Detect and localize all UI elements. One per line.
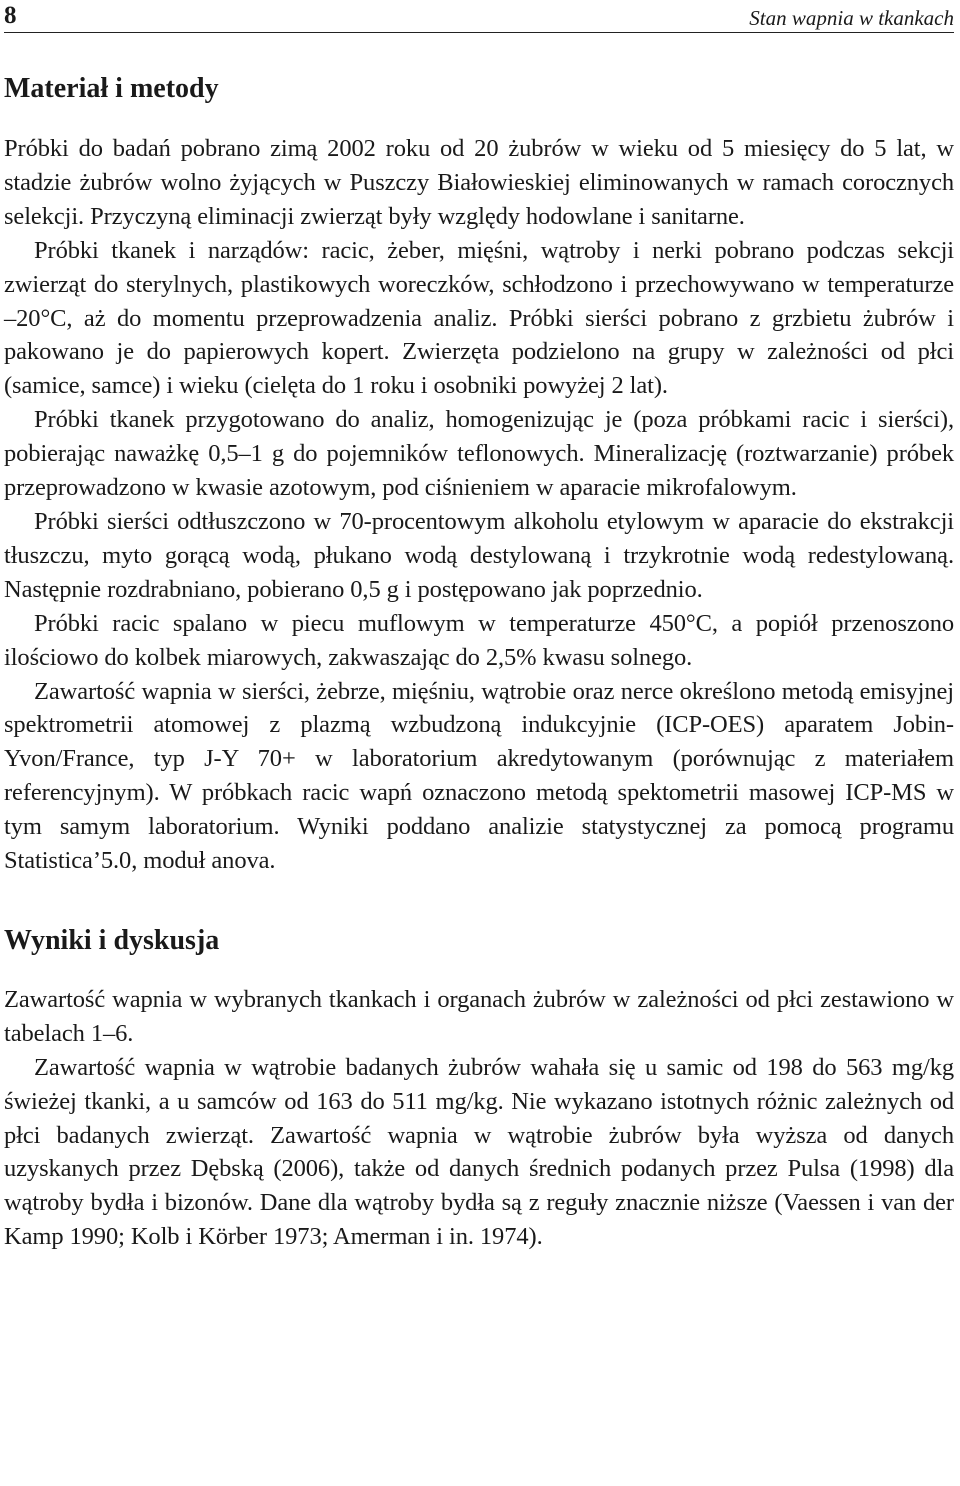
paragraph: Próbki tkanek przygotowano do analiz, homogenizując je (poza próbkami racic i sierści), pobierając naważkę 0,5–1 g do pojemników teflonowych. Mineralizację (roztwarzanie) próbek przeprowadzono w kwasie azotowym, pod ciśnieniem w aparacie mikrofalowym.: [4, 406, 954, 502]
paragraph: Zawartość wapnia w wątrobie badanych żubrów wahała się u samic od 198 do 563 mg/kg świeżej tkanki, a u samców od 163 do 511 mg/kg. Nie wykazano istotnych różnic zależnych od płci badanych zwierząt. Zawartość wapnia w wątrobie żubrów była wyższa od danych uzyskanych przez Dębską (2006), także od danych średnich podanych przez Pulsa (1998) dla wątroby bydła i bizonów. Dane dla wątroby bydła są z reguły znacznie niższe (Vaessen i van der Kamp 1990; Kolb i Körber 1973; Amerman i in. 1974).: [4, 1053, 954, 1251]
paragraph: Próbki sierści odtłuszczono w 70-procentowym alkoholu etylowym w aparacie do ekstrakcji tłuszczu, myto gorącą wodą, płukano wodą destylowaną i trzykrotnie wodą redestylowaną. Następnie rozdrabniano, pobierano 0,5 g i postępowano jak poprzednio.: [4, 507, 954, 603]
paragraph: Zawartość wapnia w sierści, żebrze, mięśniu, wątrobie oraz nerce określono metodą emisyjnej spektrometrii atomowej z plazmą wzbudzoną indukcyjnie (ICP-OES) aparatem Jobin-Yvon/France, typ J-Y 70+ w laboratorium akredytowanym (porównując z materiałem referencyjnym). W próbkach racic wapń oznaczono metodą spektometrii masowej ICP-MS w tym samym laboratorium. Wyniki poddano analizie statystycznej za pomocą programu Statistica’5.0, moduł anova.: [4, 677, 954, 875]
section-heading-materials-methods: Materiał i metody: [4, 73, 219, 104]
section-results-discussion: [4, 923, 954, 1254]
running-header: [4, 0, 954, 33]
running-title: Stan wapnia w tkankach: [749, 6, 954, 30]
paragraph: Próbki do badań pobrano zimą 2002 roku od 20 żubrów w wieku od 5 miesięcy do 5 lat, w stadzie żubrów wolno żyjących w Puszczy Białowieskiej eliminowanych w ramach corocznych selekcji. Przyczyną eliminacji zwierząt były względy hodowlane i sanitarne.: [4, 135, 954, 230]
paragraph: Próbki racic spalano w piecu muflowym w temperaturze 450°C, a popiół przenoszono ilościowo do kolbek miarowych, zakwaszając do 2,5% kwasu solnego.: [4, 609, 954, 671]
paragraph: Próbki tkanek i narządów: racic, żeber, mięśni, wątroby i nerki pobrano podczas sekcji zwierząt do sterylnych, plastikowych woreczków, schłodzono i przechowywano w temperaturze –20°C, aż do momentu przeprowadzenia analiz. Próbki sierści pobrano z grzbietu żubrów i pakowano je do papierowych kopert. Zwierzęta podzielono na grupy w zależności od płci (samice, samce) i wieku (cielęta do 1 roku i osobniki powyżej 2 lat).: [4, 236, 954, 400]
page-number: 8: [4, 2, 17, 29]
paragraph: Zawartość wapnia w wybranych tkankach i organach żubrów w zależności od płci zestawiono w tabelach 1–6.: [4, 985, 954, 1047]
document-page: [4, 0, 954, 1254]
section-heading-results-discussion: Wyniki i dyskusja: [4, 924, 220, 956]
section-materials-methods: [4, 71, 954, 878]
